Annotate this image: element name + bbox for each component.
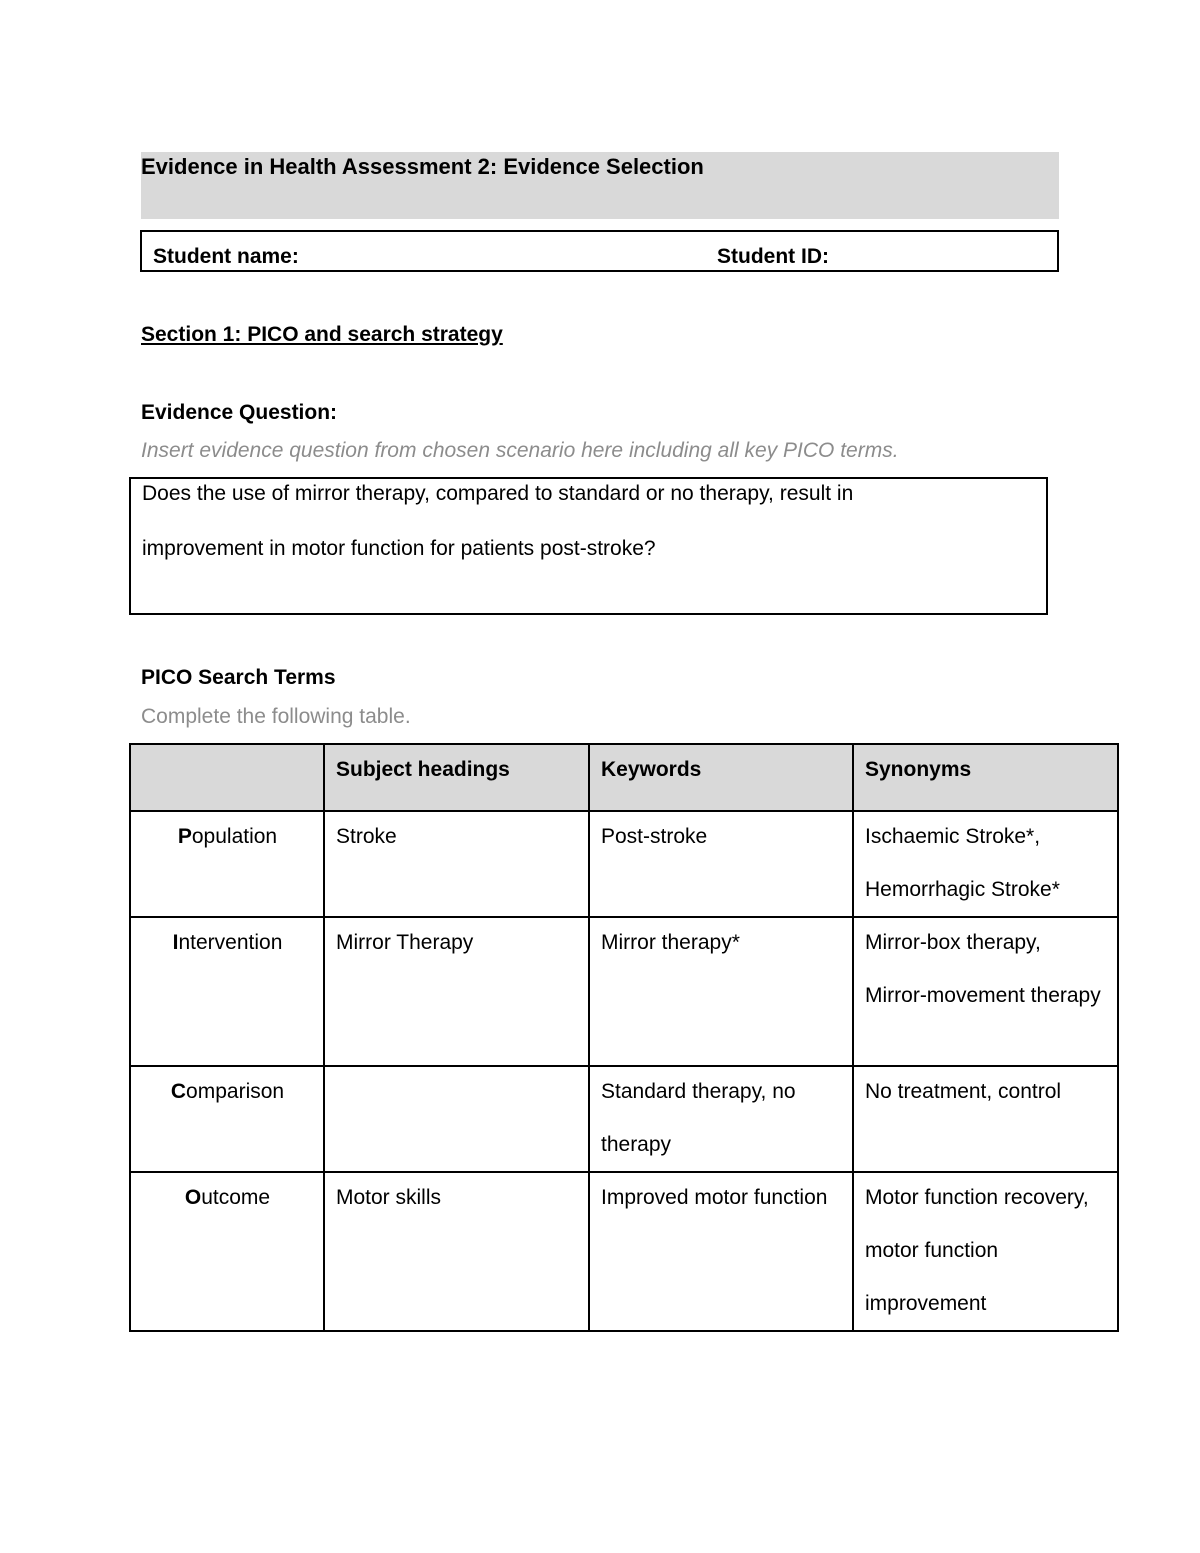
table-row-outcome bbox=[130, 1172, 1118, 1331]
document-title: Evidence in Health Assessment 2: Evidence Selection bbox=[141, 154, 704, 179]
evidence-question-line-1: Does the use of mirror therapy, compared to standard or no therapy, result in bbox=[142, 482, 854, 505]
cell-keywords-population: Post-stroke bbox=[589, 811, 853, 917]
table-row-comparison bbox=[130, 1066, 1118, 1172]
cell-keywords-outcome: Improved motor function bbox=[589, 1172, 853, 1331]
pico-instruction: Complete the following table. bbox=[141, 705, 411, 728]
column-header-keywords: Keywords bbox=[589, 744, 853, 811]
column-header-blank bbox=[130, 744, 324, 811]
table-row-population bbox=[130, 811, 1118, 917]
section-1-heading: Section 1: PICO and search strategy bbox=[141, 323, 503, 346]
pico-table-header-row bbox=[130, 744, 1118, 811]
cell-synonyms-intervention: Mirror-box therapy, Mirror-movement therapy bbox=[853, 917, 1118, 1066]
student-name-label: Student name: bbox=[153, 245, 299, 268]
evidence-question-box bbox=[129, 477, 1048, 615]
cell-subject-outcome: Motor skills bbox=[324, 1172, 589, 1331]
cell-synonyms-comparison: No treatment, control bbox=[853, 1066, 1118, 1172]
pico-table bbox=[129, 743, 1119, 1332]
title-banner bbox=[141, 152, 1059, 219]
evidence-question-line-2: improvement in motor function for patients post-stroke? bbox=[142, 537, 656, 560]
cell-keywords-intervention: Mirror therapy* bbox=[589, 917, 853, 1066]
column-header-subject-headings: Subject headings bbox=[324, 744, 589, 811]
evidence-question-heading: Evidence Question: bbox=[141, 401, 338, 424]
row-label-comparison: Comparison bbox=[130, 1066, 324, 1172]
column-header-synonyms: Synonyms bbox=[853, 744, 1118, 811]
cell-subject-population: Stroke bbox=[324, 811, 589, 917]
student-id-label: Student ID: bbox=[717, 245, 829, 268]
cell-keywords-comparison: Standard therapy, no therapy bbox=[589, 1066, 853, 1172]
pico-heading: PICO Search Terms bbox=[141, 666, 336, 689]
evidence-question-instruction: Insert evidence question from chosen scenario here including all key PICO terms. bbox=[141, 439, 899, 462]
cell-subject-intervention: Mirror Therapy bbox=[324, 917, 589, 1066]
row-label-outcome: Outcome bbox=[130, 1172, 324, 1331]
row-label-intervention: Intervention bbox=[130, 917, 324, 1066]
row-label-population: Population bbox=[130, 811, 324, 917]
cell-synonyms-outcome: Motor function recovery, motor function improvement bbox=[853, 1172, 1118, 1331]
table-row-intervention bbox=[130, 917, 1118, 1066]
student-info-box bbox=[140, 230, 1059, 272]
cell-subject-comparison bbox=[324, 1066, 589, 1172]
cell-synonyms-population: Ischaemic Stroke*, Hemorrhagic Stroke* bbox=[853, 811, 1118, 917]
